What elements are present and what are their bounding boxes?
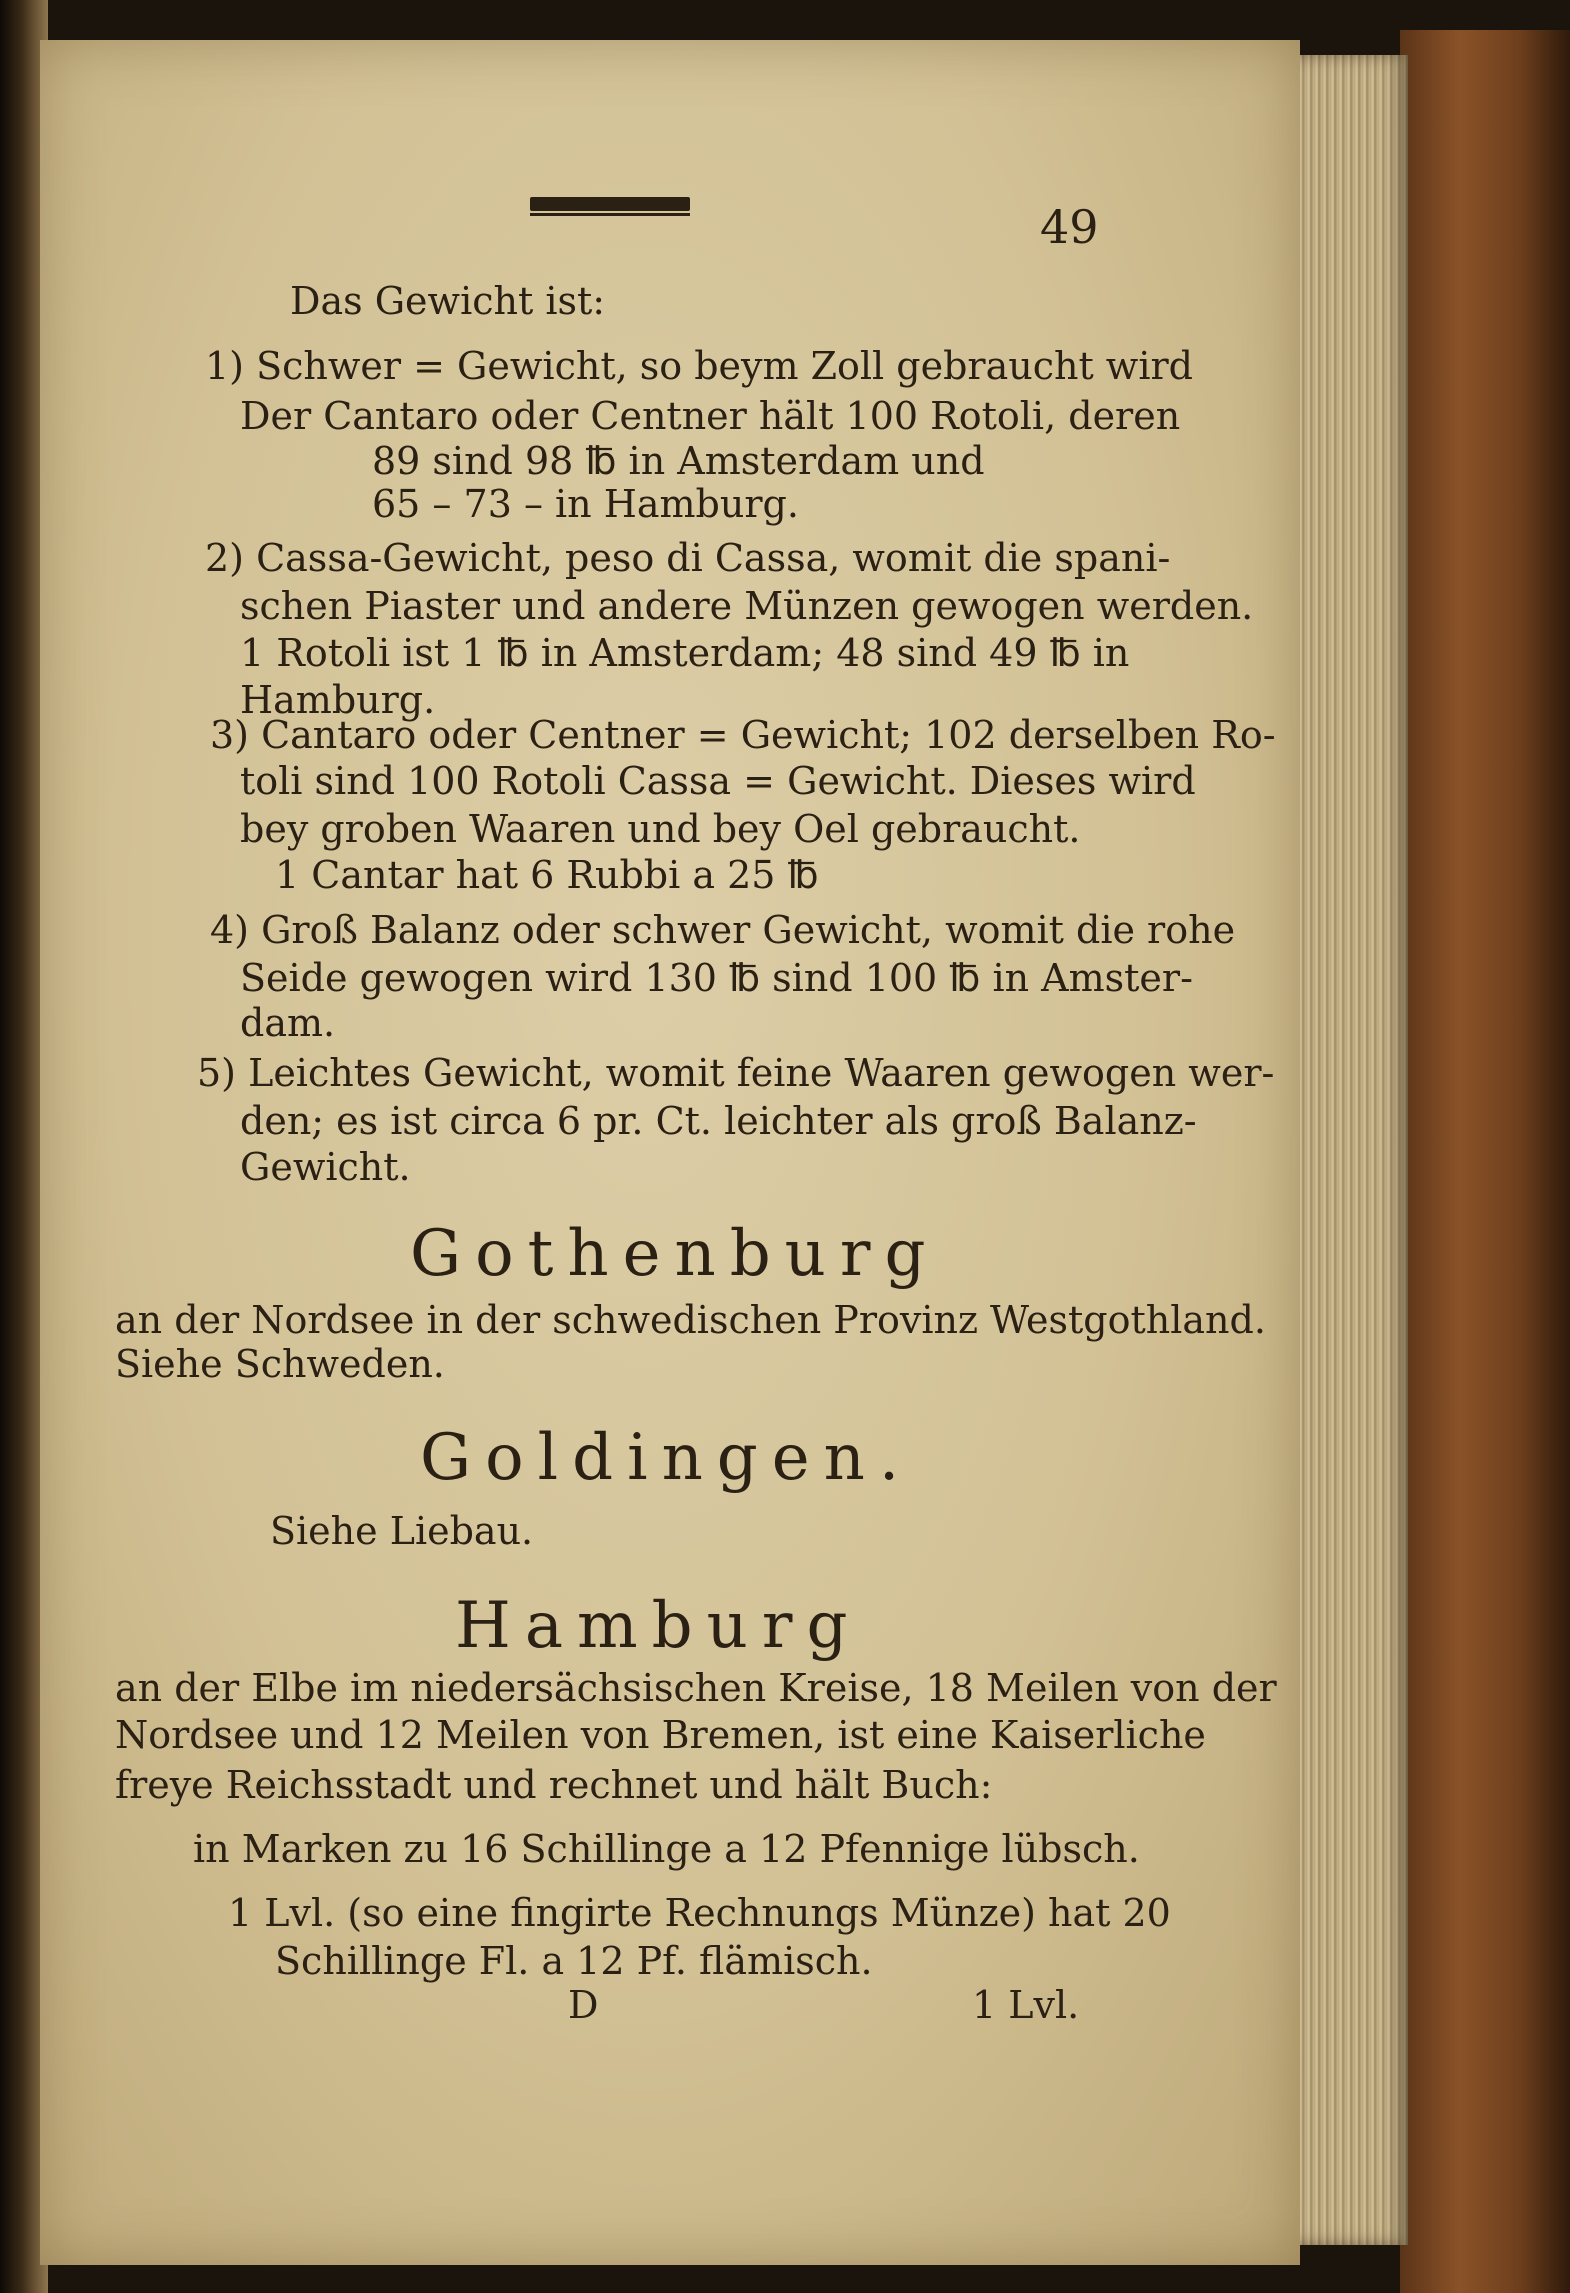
- section-heading-gothenburg: Gothenburg: [410, 1217, 940, 1291]
- text-line: 1 Cantar hat 6 Rubbi a 25 ℔: [275, 853, 819, 897]
- text-line: 1 Rotoli ist 1 ℔ in Amsterdam; 48 sind 49 ℔ in: [240, 631, 1130, 675]
- text-line: an der Nordsee in der schwedischen Provinz Westgothland.: [115, 1298, 1266, 1342]
- text-line: 3) Cantaro oder Centner = Gewicht; 102 derselben Ro-: [210, 713, 1276, 757]
- page-fore-edge: [1290, 55, 1408, 2245]
- text-line: an der Elbe im niedersächsischen Kreise, 18 Meilen von der: [115, 1666, 1277, 1710]
- catchword: 1 Lvl.: [972, 1983, 1080, 2027]
- text-line: 65 – 73 – in Hamburg.: [372, 482, 799, 526]
- text-line: 1) Schwer = Gewicht, so beym Zoll gebraucht wird: [205, 344, 1193, 388]
- text-line: Siehe Liebau.: [270, 1509, 534, 1553]
- book-cover: [1400, 30, 1570, 2293]
- text-line: Seide gewogen wird 130 ℔ sind 100 ℔ in Amster-: [240, 956, 1193, 1000]
- text-line: dam.: [240, 1001, 336, 1045]
- text-line: toli sind 100 Rotoli Cassa = Gewicht. Dieses wird: [240, 759, 1196, 803]
- header-rule: [530, 197, 690, 211]
- text-line: bey groben Waaren und bey Oel gebraucht.: [240, 807, 1081, 851]
- text-line: 5) Leichtes Gewicht, womit feine Waaren gewogen wer-: [197, 1051, 1275, 1095]
- text-line: in Marken zu 16 Schillinge a 12 Pfennige lübsch.: [193, 1827, 1140, 1871]
- text-line: 2) Cassa-Gewicht, peso di Cassa, womit die spani-: [205, 536, 1171, 580]
- text-line: schen Piaster und andere Münzen gewogen werden.: [240, 584, 1254, 628]
- text-line: Gewicht.: [240, 1145, 411, 1189]
- text-line: Hamburg.: [240, 678, 436, 722]
- text-line: Schillinge Fl. a 12 Pf. flämisch.: [275, 1939, 873, 1983]
- page-number: 49: [1040, 200, 1099, 254]
- text-line: 89 sind 98 ℔ in Amsterdam und: [372, 439, 985, 483]
- text-line: Siehe Schweden.: [115, 1342, 445, 1386]
- text-line: Der Cantaro oder Centner hält 100 Rotoli, deren: [240, 394, 1181, 438]
- text-line: 4) Groß Balanz oder schwer Gewicht, womit die rohe: [210, 908, 1236, 952]
- text-line: Nordsee und 12 Meilen von Bremen, ist eine Kaiserliche: [115, 1713, 1206, 1757]
- section-heading-hamburg: Hamburg: [455, 1589, 862, 1663]
- text-line: Das Gewicht ist:: [290, 279, 606, 323]
- text-line: freye Reichsstadt und rechnet und hält Buch:: [115, 1763, 993, 1807]
- text-line: den; es ist circa 6 pr. Ct. leichter als groß Balanz-: [240, 1099, 1197, 1143]
- text-line: 1 Lvl. (so eine fingirte Rechnungs Münze) hat 20: [228, 1891, 1171, 1935]
- catchword-signature: D: [568, 1983, 599, 2027]
- section-heading-goldingen: Goldingen.: [420, 1421, 914, 1495]
